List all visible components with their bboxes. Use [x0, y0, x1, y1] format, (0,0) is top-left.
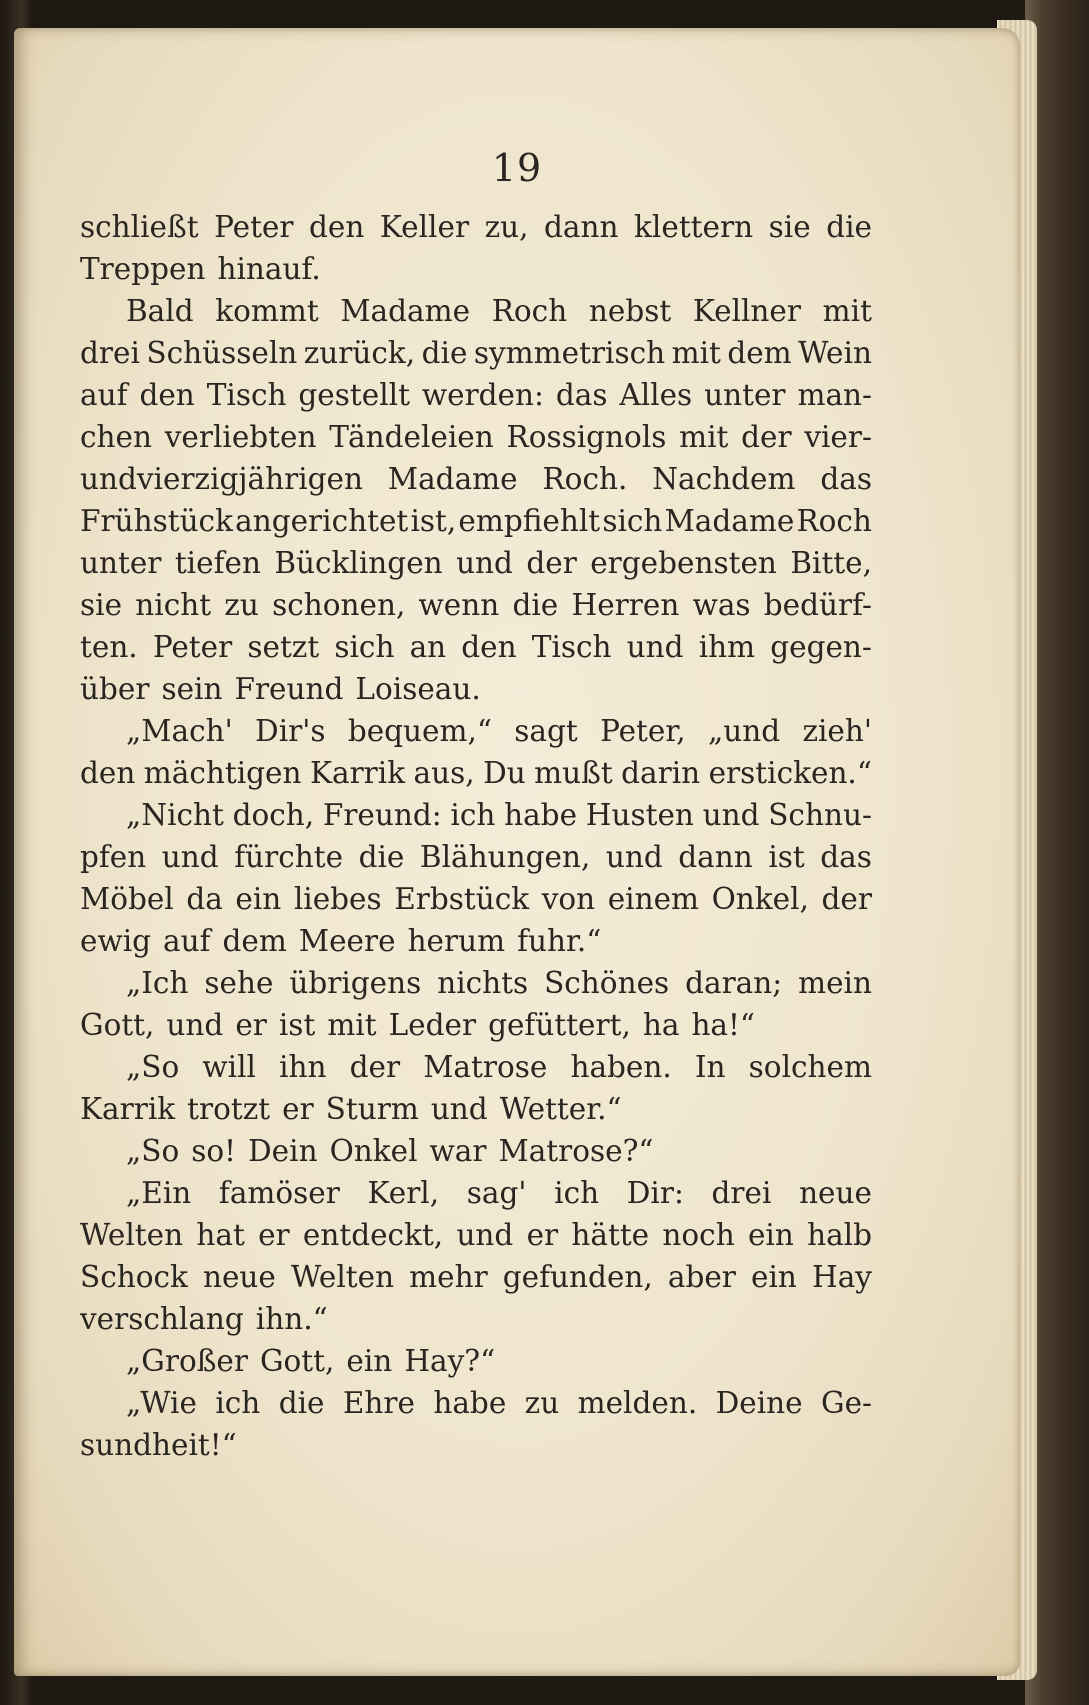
text-line: Möbel da ein liebes Erbstück von einem Onkel, der [80, 882, 872, 916]
text-line: „Ich sehe übrigens nichts Schönes daran; mein [126, 966, 872, 1000]
text-line: „Mach' Dir's bequem,“ sagt Peter, „und zieh' [126, 714, 872, 748]
text-line: unter tiefen Bücklingen und der ergebensten Bitte, [80, 546, 872, 580]
text-line: ten. Peter setzt sich an den Tisch und ihm gegen- [80, 630, 872, 664]
text-line: pfen und fürchte die Blähungen, und dann ist das [80, 840, 872, 874]
text-line: drei Schüsseln zurück, die symmetrisch mit dem Wein [80, 336, 872, 370]
text-line: sie nicht zu schonen, wenn die Herren was bedürf- [80, 588, 872, 622]
text-line: den mächtigen Karrik aus, Du mußt darin ersticken.“ [80, 756, 872, 790]
text-line: verschlang ihn.“ [80, 1302, 328, 1336]
text-line: chen verliebten Tändeleien Rossignols mit der vier- [80, 420, 872, 454]
text-line: sundheit!“ [80, 1428, 237, 1462]
page-number: 19 [491, 146, 543, 190]
text-line: über sein Freund Loiseau. [80, 672, 481, 706]
text-line: „So so! Dein Onkel war Matrose?“ [126, 1134, 654, 1168]
text-line: Bald kommt Madame Roch nebst Kellner mit [126, 294, 872, 328]
text-line: auf den Tisch gestellt werden: das Alles unter man- [80, 378, 872, 412]
text-line: schließt Peter den Keller zu, dann klettern sie die [80, 210, 872, 244]
body-text [80, 206, 872, 1466]
text-line: „Wie ich die Ehre habe zu melden. Deine Ge- [126, 1386, 872, 1420]
text-line: „So will ihn der Matrose haben. In solchem [126, 1050, 872, 1084]
text-line: Gott, und er ist mit Leder gefüttert, ha ha!“ [80, 1008, 755, 1042]
text-line: Karrik trotzt er Sturm und Wetter.“ [80, 1092, 622, 1126]
text-line: Schock neue Welten mehr gefunden, aber ein Hay [80, 1260, 872, 1294]
text-line: Treppen hinauf. [80, 252, 321, 286]
text-line: Frühstück angerichtet ist, empfiehlt sich Madame Roch [80, 504, 872, 538]
text-line: Welten hat er entdeckt, und er hätte noch ein halb [80, 1218, 872, 1252]
text-line: „Ein famöser Kerl, sag' ich Dir: drei neue [126, 1176, 872, 1210]
text-line: „Nicht doch, Freund: ich habe Husten und Schnu- [126, 798, 872, 832]
text-line: undvierzigjährigen Madame Roch. Nachdem das [80, 462, 872, 496]
text-line: „Großer Gott, ein Hay?“ [126, 1344, 496, 1378]
text-line: ewig auf dem Meere herum fuhr.“ [80, 924, 602, 958]
book-page [14, 28, 1020, 1676]
